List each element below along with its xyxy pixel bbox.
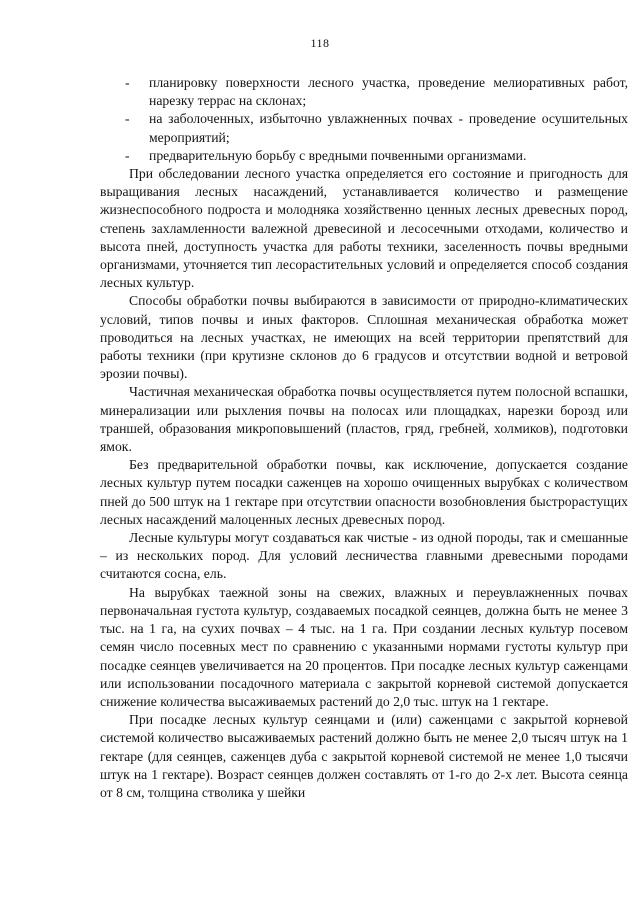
paragraph: Способы обработки почвы выбираются в зависимости от природно-климатических условий, типов почвы и иных факторов. Сплошная механическая обработка может проводиться на лесных участках, не имеющих на всей территории препятствий для работы техники (при крутизне склонов до 6 градусов и отсутствии водной и ветровой эрозии почвы).: [100, 293, 628, 382]
document-body: [100, 74, 628, 802]
paragraph: Без предварительной обработки почвы, как исключение, допускается создание лесных культур путем посадки саженцев на хорошо очищенных вырубках с количеством пней до 500 штук на 1 гектаре при отсутствии опасности возобновления быстрорастущих лесных насаждений малоценных лесных древесных пород.: [100, 457, 628, 527]
bullet-list: [100, 74, 628, 165]
page-number: 118: [310, 36, 330, 50]
bullet-marker: -: [125, 147, 130, 163]
list-item-text: на заболоченных, избыточно увлажненных почвах - проведение осушительных мероприятий;: [149, 111, 628, 145]
list-item-text: предварительную борьбу с вредными почвенными организмами.: [149, 147, 527, 163]
paragraph: При обследовании лесного участка определяется его состояние и пригодность для выращивания лесных насаждений, устанавливается количество и размещение жизнеспособного подроста и молодняка хозяйственно ценных лесных древесных пород, степень захламленности валежной древесиной и лесосечными отходами, количество и высота пней, доступность участка для работы техники, заселенность почвы вредными организмами, уточняется тип лесорастительных условий и определяется способ создания лесных культур.: [100, 166, 628, 291]
list-item-text: планировку поверхности лесного участка, проведение мелиоративных работ, нарезку террас на склонах;: [149, 75, 628, 109]
paragraph: При посадке лесных культур сеянцами и (или) саженцами с закрытой корневой системой количество высаживаемых растений должно быть не менее 2,0 тысяч штук на 1 гектаре (для сеянцев, саженцев дуба с закрытой корневой системой не менее 1,0 тысячи штук на 1 гектаре). Возраст сеянцев должен составлять от 1-го до 2-х лет. Высота сеянца от 8 см, толщина стволика у шейки: [100, 712, 628, 800]
list-item: [100, 147, 628, 165]
paragraph: Частичная механическая обработка почвы осуществляется путем полосной вспашки, минерализации или рыхления почвы на полосах или площадках, нарезки борозд или траншей, образования микроповышений (пластов, гряд, гребней, холмиков), подготовки ямок.: [100, 384, 628, 455]
paragraph: На вырубках таежной зоны на свежих, влажных и переувлажненных почвах первоначальная густота культур, создаваемых посадкой сеянцев, должна быть не менее 3 тыс. на 1 га, на сухих почвах – 4 тыс. на 1 га. При создании лесных культур посевом семян число посевных мест по сравнению с указанными нормами густоты культур при посадке сеянцев увеличивается на 20 процентов. При посадке лесных культур саженцами или использовании посадочного материала с закрытой корневой системой допускается снижение количества высаживаемых растений до 2,0 тыс. штук на 1 гектаре.: [100, 584, 628, 709]
paragraph: Лесные культуры могут создаваться как чистые - из одной породы, так и смешанные – из нескольких пород. Для условий лесничества главными древесными породами считаются сосна, ель.: [100, 530, 628, 582]
bullet-marker: -: [125, 75, 130, 90]
bullet-marker: -: [125, 111, 130, 127]
list-item: [100, 74, 628, 110]
list-item: [100, 110, 628, 146]
